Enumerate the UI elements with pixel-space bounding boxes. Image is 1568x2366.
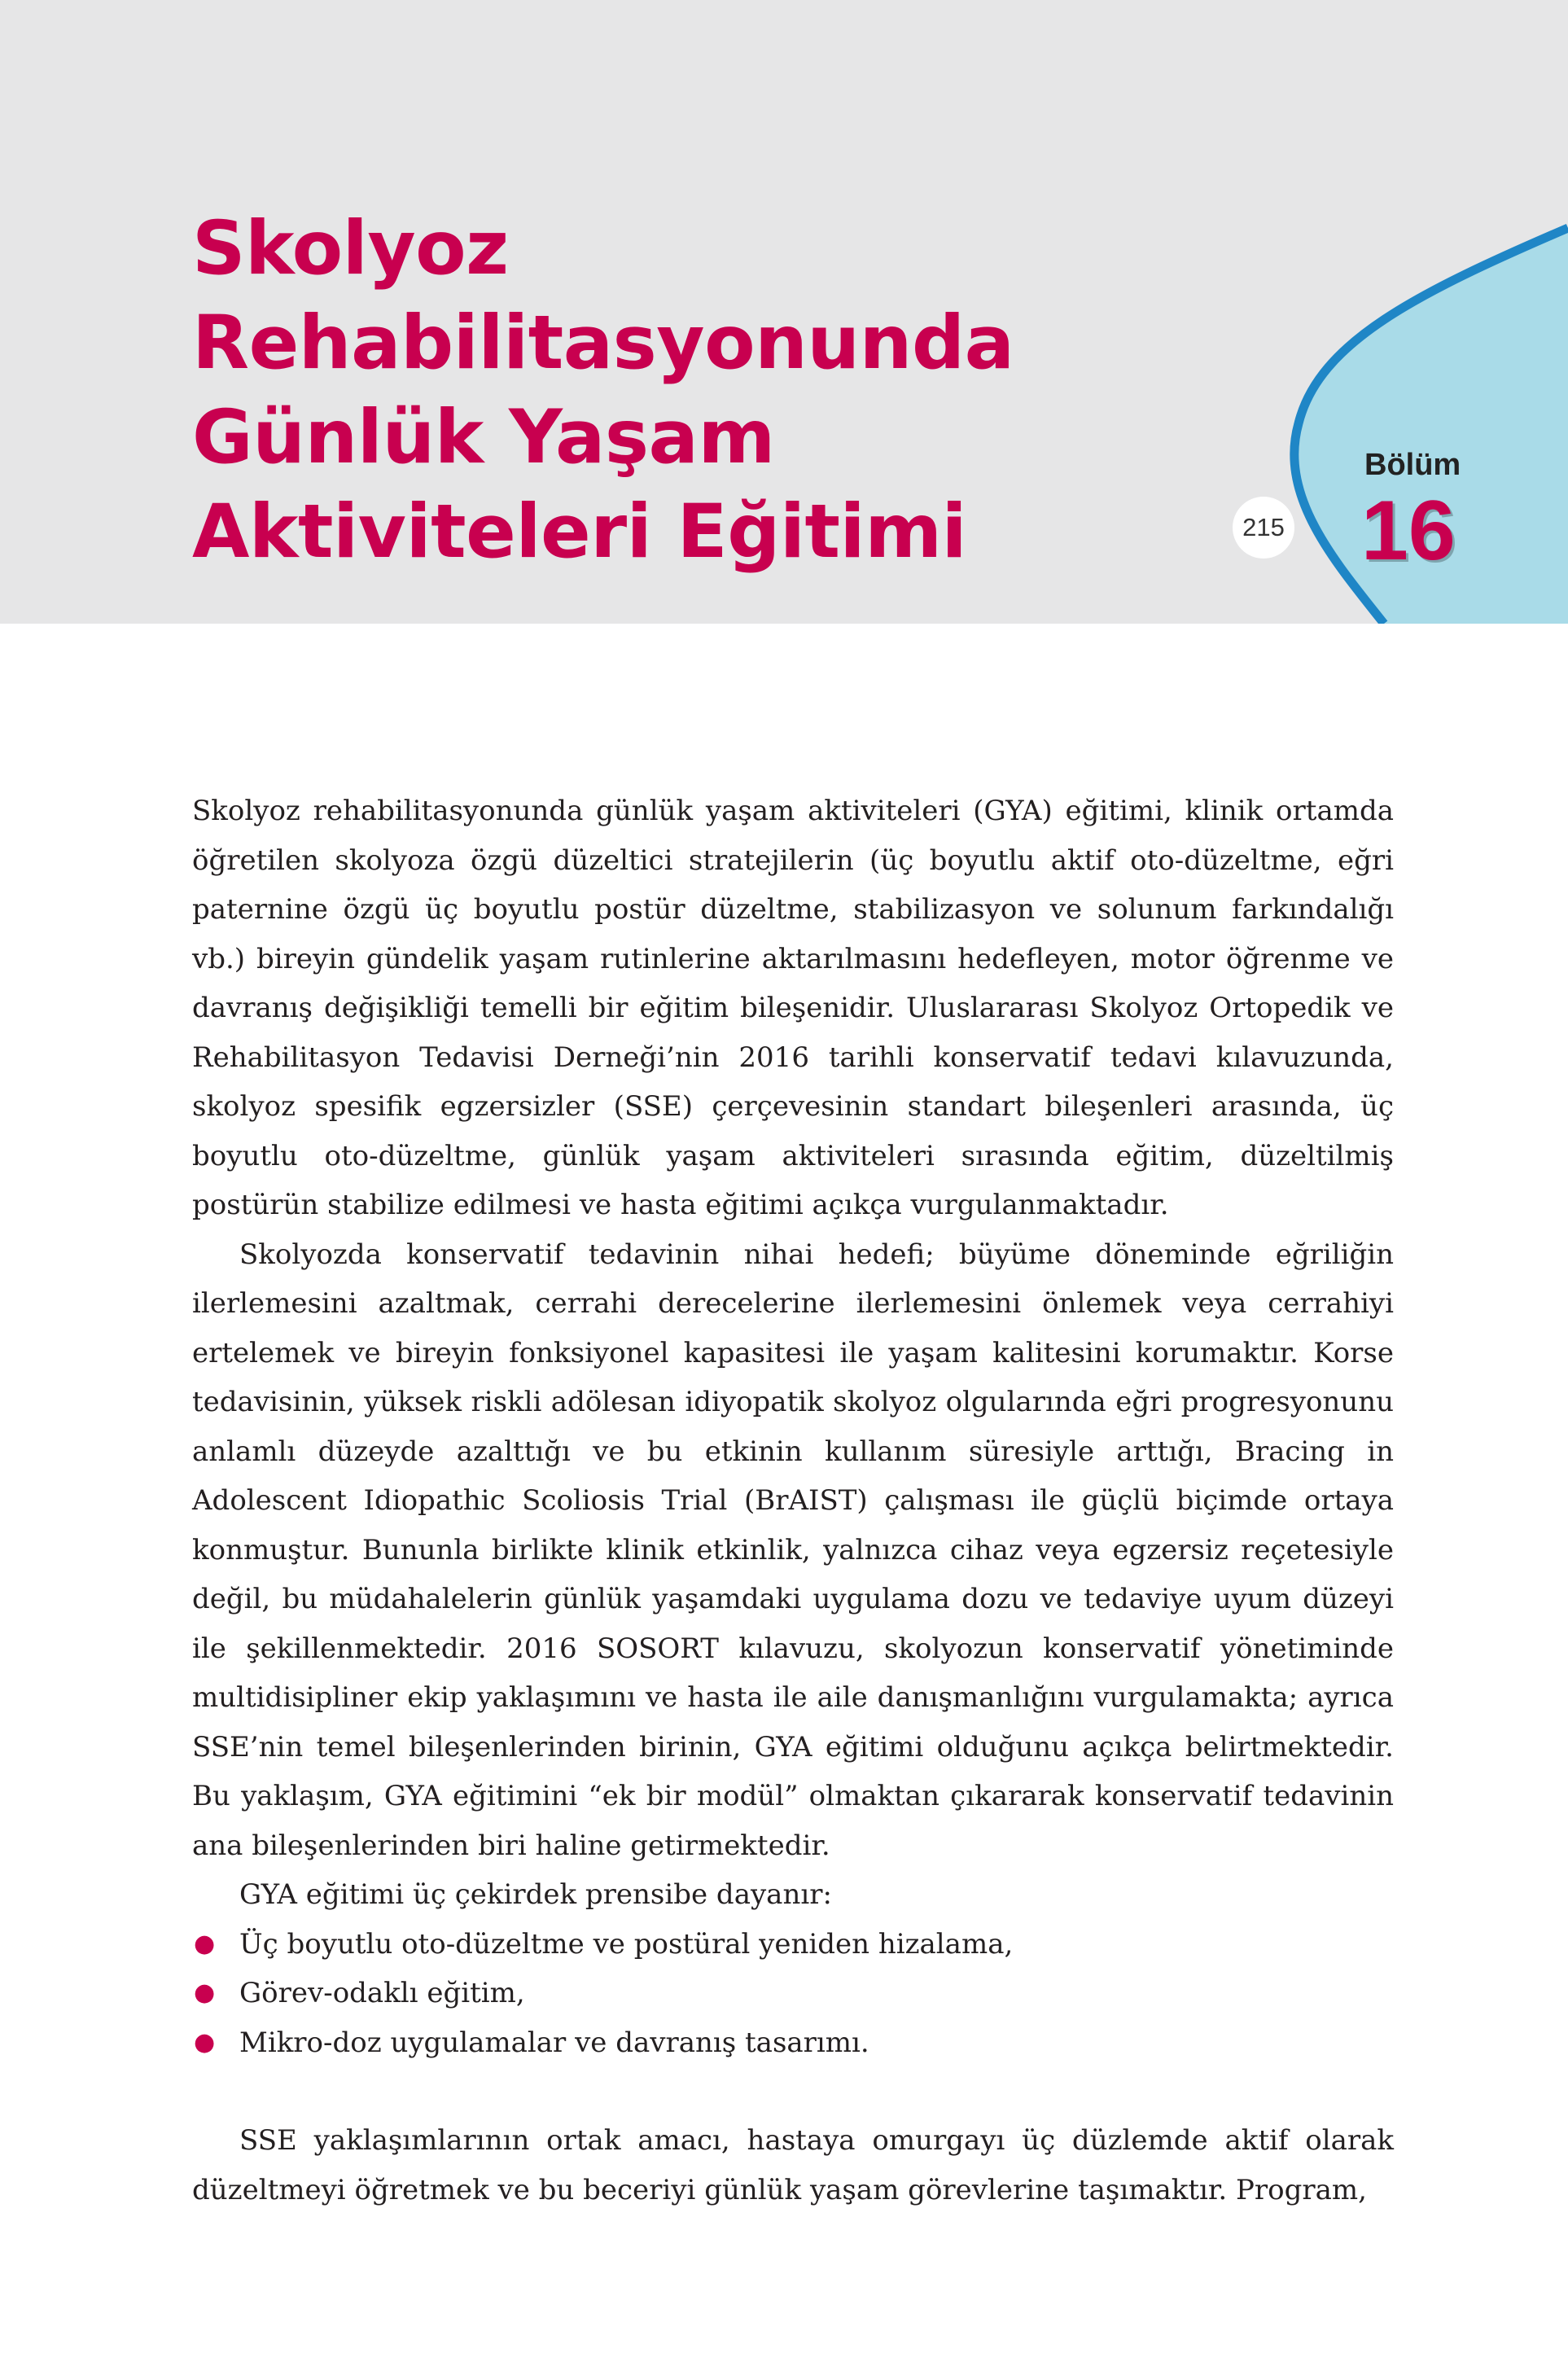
chapter-label: Bölüm — [1364, 448, 1461, 482]
paragraph: GYA eğitimi üç çekirdek prensibe dayanır: — [239, 1878, 832, 1911]
paragraph: Skolyoz rehabilitasyonunda günlük yaşam aktiviteleri (GYA) eğitimi, klinik ortamda öğretilen skolyoza özgü düzeltici stratejilerin (üç boyutlu aktif oto-düzeltme, eğri paternine özgü üç boyutlu postür düzeltme, stabilizasyon ve solunum farkındalığı vb.) bireyin gündelik yaşam rutinlerine aktarılmasını hedefleyen, motor öğrenme ve davranış değişikliği temelli bir eğitim bileşenidir. Uluslararası Skolyoz Ortopedik ve Rehabilitasyon Tedavisi Derneği’nin 2016 tarihli konservatif tedavi kılavuzunda, skolyoz spesifik egzersizler (SSE) çerçevesinin standart bileşenleri arasında, üç boyutlu oto-düzeltme, günlük yaşam aktiviteleri sırasında eğitim, düzeltilmiş postürün stabilize edilmesi ve hasta eğitimi açıkça vurgulanmaktadır. — [192, 795, 1394, 1221]
chapter-number: 16 — [1361, 484, 1456, 578]
paragraph: Skolyozda konservatif tedavinin nihai hedefi; büyüme döneminde eğriliğin ilerlemesini azaltmak, cerrahi derecelerine ilerlemesini önlemek veya cerrahiyi ertelemek ve bireyin fonksiyonel kapasitesi ile yaşam kalitesini korumaktır. Korse tedavisinin, yüksek riskli adölesan idiyopatik skolyoz olgularında eğri progresyonunu anlamlı düzeyde azalttığı ve bu etkinin kullanım süresiyle arttığı, Bracing in Adolescent Idiopathic Scoliosis Trial (BrAIST) çalışması ile güçlü biçimde ortaya konmuştur. Bununla birlikte klinik etkinlik, yalnızca cihaz veya egzersiz reçetesiyle değil, bu müdahalelerin günlük yaşamdaki uygulama dozu ve tedaviye uyum düzeyi ile şekillenmektedir. 2016 SOSORT kılavuzu, skolyozun konservatif yönetiminde multidisipliner ekip yaklaşımını ve hasta ile aile danışmanlığını vurgulamakta; ayrıca SSE’nin temel bileşenlerinden birinin, GYA eğitimi olduğunu açıkça belirtmektedir. Bu yaklaşım, GYA eğitimini “ek bir modül” olmaktan çıkararak konservatif tedavinin ana bileşenlerinden biri haline getirmektedir. — [192, 1238, 1394, 1862]
title-line: Günlük Yaşam — [192, 395, 775, 480]
list-item — [192, 1969, 1394, 2018]
principles-list — [192, 1920, 1394, 2068]
page-number: 215 — [1233, 497, 1294, 559]
title-line: Skolyoz — [192, 206, 509, 291]
chapter-title — [192, 202, 1014, 580]
list-item — [192, 2018, 1394, 2068]
list-item-text: Üç boyutlu oto-düzeltme ve postüral yeniden hizalama, — [239, 1927, 1014, 1961]
title-line: Rehabilitasyonunda — [192, 300, 1014, 386]
list-item-text: Görev-odaklı eğitim, — [239, 1977, 525, 2009]
bullet-icon: ● — [194, 2027, 216, 2057]
paragraph-gap — [192, 2067, 1394, 2116]
title-line: Aktiviteleri Eğitimi — [192, 489, 967, 575]
list-item-text: Mikro-doz uygulamalar ve davranış tasarımı. — [239, 2026, 869, 2059]
bullet-icon: ● — [194, 1929, 216, 1958]
chapter-header — [0, 0, 1568, 624]
body-text — [192, 786, 1394, 2215]
list-item — [192, 1920, 1394, 1969]
paragraph: SSE yaklaşımlarının ortak amacı, hastaya omurgayı üç düzlemde aktif olarak düzeltmeyi öğretmek ve bu beceriyi günlük yaşam görevlerine taşımaktır. Program, — [192, 2124, 1394, 2206]
bullet-icon: ● — [194, 1978, 216, 2007]
